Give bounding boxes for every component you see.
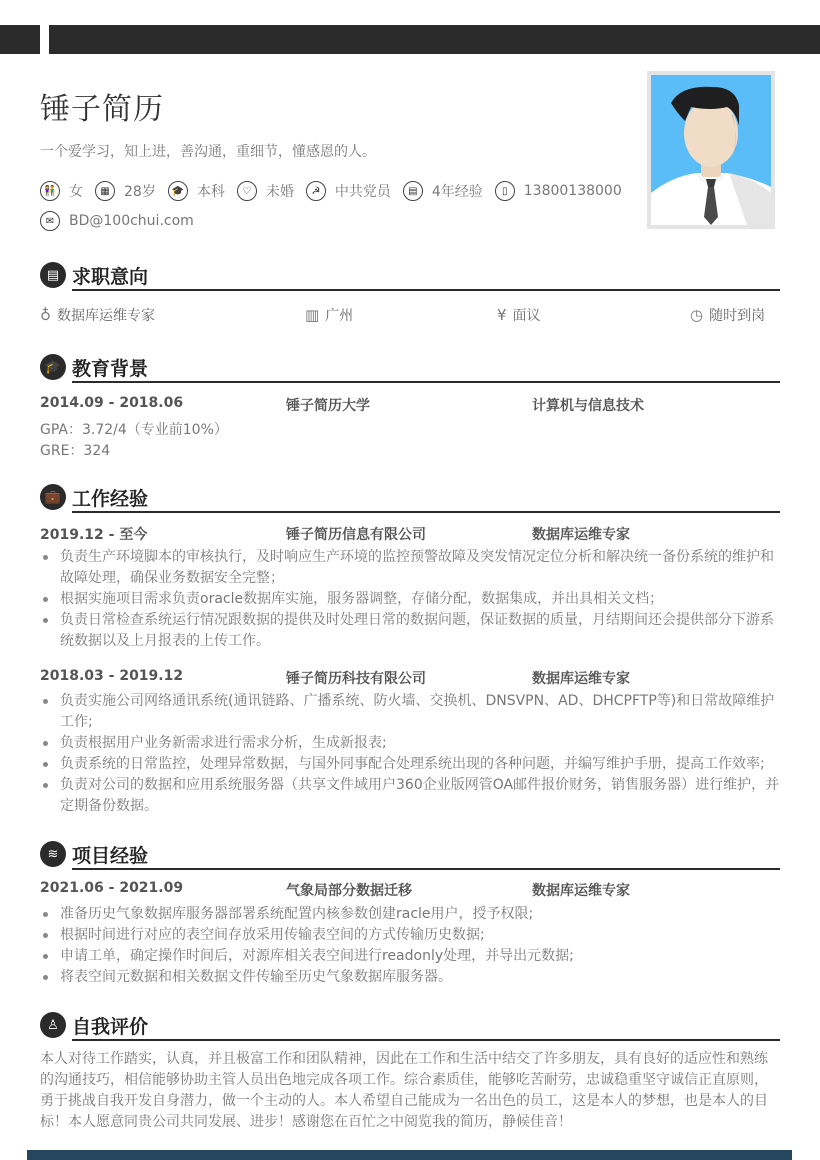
list-item: 准备历史气象数据库服务器部署系统配置内核参数创建racle用户，授予权限; <box>40 904 780 925</box>
intent-salary <box>497 305 541 325</box>
list-item: 负责根据用户业务新需求进行需求分析，生成新报表; <box>40 733 780 754</box>
person-icon: ♙ <box>40 1012 66 1038</box>
intent-position <box>40 305 155 325</box>
list-item: 负责生产环境脚本的审核执行，及时响应生产环境的监控预警故障及突发情况定位分析和解决统一备份系统的维护和故障处理，确保业务数据安全完整； <box>40 547 780 589</box>
work-company: 锤子简历科技有限公司 <box>286 671 426 687</box>
section-header-projects <box>40 841 780 871</box>
hearts-icon: ♡ <box>237 181 257 201</box>
avatar-photo <box>647 71 775 229</box>
yen-icon: ¥ <box>497 306 507 324</box>
education-gre: GRE：324 <box>40 443 111 459</box>
info-text: 本科 <box>196 184 225 200</box>
section-title: 自我评价 <box>72 1016 149 1038</box>
section-title: 教育背景 <box>72 358 149 380</box>
party-emblem-icon: ☭ <box>306 181 326 201</box>
info-text: 女 <box>69 184 83 200</box>
self-evaluation-text: 本人对待工作踏实，认真，并且极富工作和团队精神，因此在工作和生活中结交了许多朋友，具有良好的适应性和熟练的沟通技巧，相信能够协助主管人员出色地完成各项工作。综合素质佳，能够吃苦耐劳，忠诚稳重坚守诚信正直原则，勇于挑战自我开发自身潜力，做一个主动的人。本人希望自己能成为一名出色的员工，这是本人的梦想，也是本人的目标！本人愿意同贵公司共同发展、进步！感谢您在百忙之中阅览我的简历，静候佳音！ <box>40 1051 768 1130</box>
section-divider <box>72 381 780 383</box>
project-name: 气象局部分数据迁移 <box>286 883 412 899</box>
graduation-cap-icon: 🎓 <box>168 181 188 201</box>
list-item: 负责日常检查系统运行情况跟数据的提供及时处理日常的数据问题，保证数据的质量，月结期间还会提供部分下游系统数据以及上月报表的上传工作。 <box>40 610 780 652</box>
intent-text: 广州 <box>325 308 354 324</box>
section-title: 工作经验 <box>72 488 149 510</box>
phone-icon: ▯ <box>495 181 515 201</box>
info-text[interactable]: 13800138000 <box>523 183 622 199</box>
tie-icon: ♁ <box>40 306 51 324</box>
briefcase-icon: 💼 <box>40 484 66 510</box>
list-item: 根据实施项目需求负责oracle数据库实施，服务器调整，存储分配，数据集成，并出具相关文档； <box>40 589 780 610</box>
work-company: 锤子简历信息有限公司 <box>286 527 426 543</box>
info-text: 未婚 <box>265 184 294 200</box>
section-title: 求职意向 <box>72 266 149 288</box>
info-political <box>306 181 391 201</box>
layers-icon: ≋ <box>40 841 66 867</box>
footer-bar <box>27 1150 792 1160</box>
info-text: 28岁 <box>124 184 156 200</box>
education-school: 锤子简历大学 <box>286 398 370 414</box>
work-duties-list <box>40 547 780 652</box>
graduation-cap-icon: 🎓 <box>40 354 66 380</box>
top-bar-left-block <box>0 25 40 54</box>
intent-text: 数据库运维专家 <box>57 308 155 324</box>
section-header-education <box>40 354 780 384</box>
education-period: 2014.09 - 2018.06 <box>40 395 184 411</box>
section-title: 项目经验 <box>72 845 149 867</box>
avatar-image <box>651 75 771 225</box>
list-item: 负责对公司的数据和应用系统服务器（共享文件域用户360企业版网管OA邮件报价财务，销售服务器）进行维护，并定期备份数据。 <box>40 775 780 817</box>
info-experience <box>403 181 483 201</box>
avatar-illustration <box>651 75 771 225</box>
info-email <box>40 211 194 231</box>
section-divider <box>72 511 780 513</box>
gender-icon: 👫 <box>40 181 60 201</box>
top-bar <box>49 25 820 54</box>
list-item: 将表空间元数据和相关数据文件传输至历史气象数据库服务器。 <box>40 967 780 988</box>
personal-info-row <box>40 181 634 201</box>
clipboard-icon: ▤ <box>40 262 66 288</box>
intent-text: 面议 <box>512 308 541 324</box>
info-age <box>95 181 156 201</box>
section-header-self-eval <box>40 1012 780 1042</box>
calendar-icon: ▦ <box>95 181 115 201</box>
list-item: 申请工单，确定操作时间后，对源库相关表空间进行readonly处理，并导出元数据; <box>40 946 780 967</box>
mail-icon: ✉ <box>40 211 60 231</box>
info-phone <box>495 181 622 201</box>
work-duties-list <box>40 691 780 817</box>
motto: 一个爱学习，知上进，善沟通，重细节，懂感恩的人。 <box>40 144 376 160</box>
section-header-work <box>40 484 780 514</box>
section-divider <box>72 1039 780 1041</box>
education-gpa: GPA：3.72/4（专业前10%） <box>40 422 228 438</box>
work-period: 2019.12 - 至今 <box>40 527 148 543</box>
clock-icon: ◷ <box>690 306 704 324</box>
intent-city <box>305 305 353 325</box>
clipboard-icon: ▤ <box>403 181 423 201</box>
list-item: 根据时间进行对应的表空间存放采用传输表空间的方式传输历史数据; <box>40 925 780 946</box>
building-icon: ▥ <box>305 306 320 324</box>
list-item: 负责系统的日常监控，处理异常数据，与国外同事配合处理系统出现的各种问题，并编写维护手册，提高工作效率; <box>40 754 780 775</box>
section-divider <box>72 289 780 291</box>
info-gender <box>40 181 83 201</box>
info-marital <box>237 181 294 201</box>
job-intent-row <box>40 305 780 327</box>
education-major: 计算机与信息技术 <box>532 398 644 414</box>
work-role: 数据库运维专家 <box>532 527 630 543</box>
work-period: 2018.03 - 2019.12 <box>40 668 184 684</box>
info-text: 中共党员 <box>334 184 391 200</box>
project-role: 数据库运维专家 <box>532 883 630 899</box>
resume-name: 锤子简历 <box>40 92 164 127</box>
intent-availability <box>690 305 765 325</box>
intent-text: 随时到岗 <box>709 308 766 324</box>
info-text: 4年经验 <box>431 184 483 200</box>
info-degree <box>168 181 225 201</box>
section-divider <box>72 868 780 870</box>
work-role: 数据库运维专家 <box>532 671 630 687</box>
email-link[interactable]: BD@100chui.com <box>69 213 194 229</box>
section-header-intent <box>40 262 780 292</box>
project-tasks-list <box>40 904 780 988</box>
project-period: 2021.06 - 2021.09 <box>40 880 184 896</box>
email-row <box>40 211 206 231</box>
list-item: 负责实施公司网络通讯系统(通讯链路、广播系统、防火墙、交换机、DNSVPN、AD、DHCPFTP等)和日常故障维护工作; <box>40 691 780 733</box>
